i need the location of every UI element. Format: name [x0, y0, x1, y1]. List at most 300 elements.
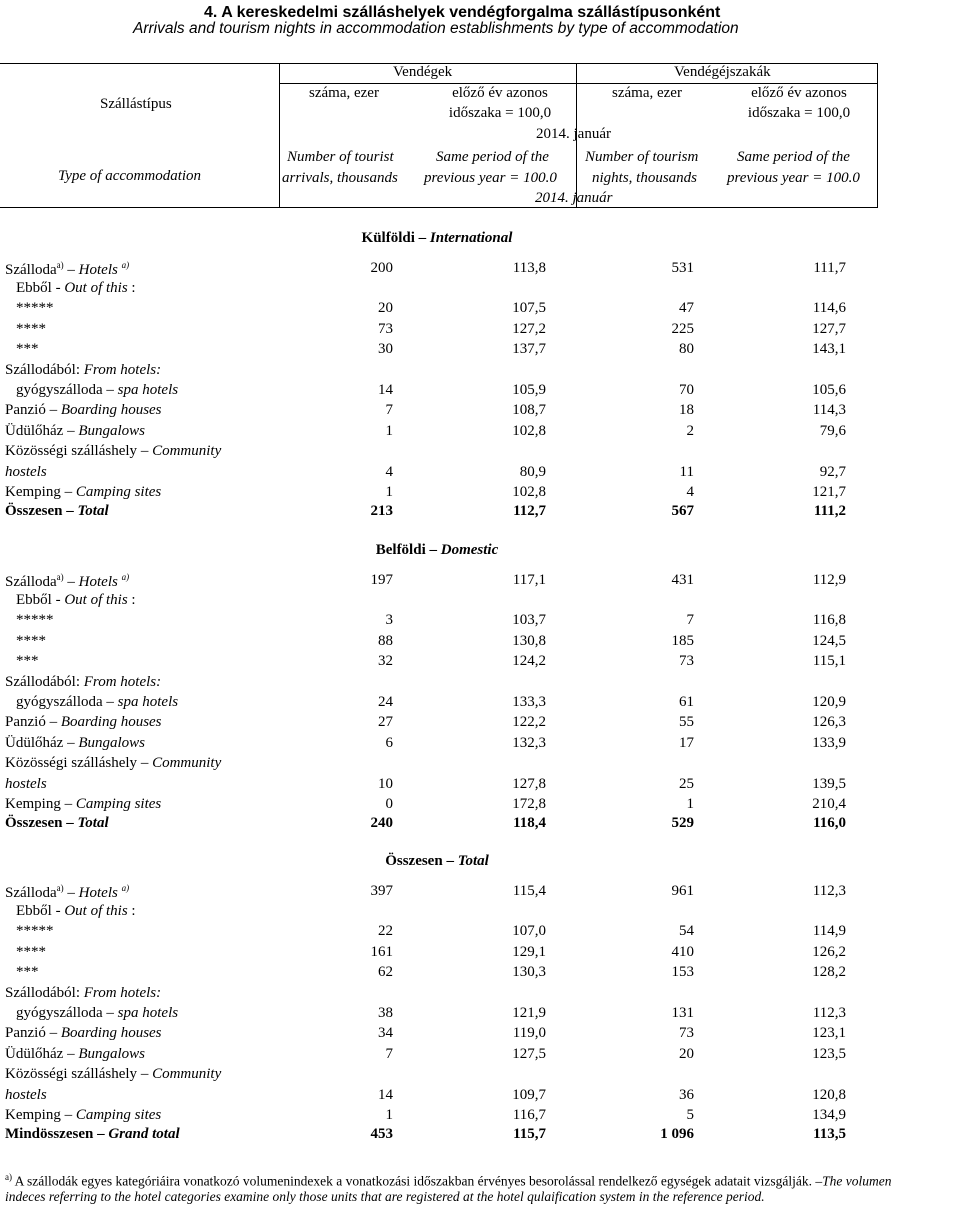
label-board-hu: Panzió — [5, 402, 46, 418]
label-star3: *** — [16, 653, 39, 669]
table-row — [0, 903, 960, 923]
header-col1-en-1: Number of tourist — [287, 149, 394, 165]
cell-value: 112,7 — [513, 503, 546, 519]
label-outof-hu: Ebből - — [16, 280, 65, 296]
row-label — [5, 464, 47, 481]
label-fromhotels-en: From hotels: — [83, 674, 162, 690]
cell-value: 10 — [378, 776, 393, 792]
label-outof-en: Out of this — [64, 903, 128, 919]
cell-value: 70 — [679, 382, 694, 398]
row-label — [5, 755, 221, 772]
cell-value: 185 — [671, 633, 694, 649]
cell-value: 108,7 — [512, 402, 546, 418]
label-fromhotels-en: From hotels: — [83, 985, 162, 1001]
cell-value: 55 — [679, 714, 694, 730]
row-label — [5, 1126, 180, 1143]
cell-value: 30 — [378, 341, 393, 357]
cell-value: 4 — [385, 464, 393, 480]
label-dash: – — [49, 714, 58, 730]
label-comm-en: Community — [152, 1066, 222, 1082]
header-col4-hu-2: időszaka = 100,0 — [747, 105, 851, 121]
cell-value: 124,2 — [512, 653, 546, 669]
cell-value: 22 — [378, 923, 393, 939]
cell-value: 127,7 — [812, 321, 846, 337]
cell-value: 121,7 — [812, 484, 846, 500]
label-hotels-en: Hotels — [78, 262, 118, 278]
label-star4: **** — [16, 944, 46, 960]
label-sup: a) — [121, 572, 130, 582]
row-label — [5, 1066, 221, 1083]
cell-value: 2 — [686, 423, 694, 439]
table-row — [0, 300, 960, 320]
cell-value: 1 — [385, 423, 393, 439]
cell-value: 213 — [370, 503, 393, 519]
cell-value: 1 — [385, 484, 393, 500]
label-dash: – — [106, 1005, 114, 1021]
label-sup: a) — [121, 260, 130, 270]
label-spa-hu: gyógyszálloda — [16, 382, 103, 398]
cell-value: 137,7 — [512, 341, 546, 357]
label-hotels-hu: Szálloda — [5, 262, 57, 278]
header-bottom-rule — [0, 207, 878, 208]
cell-value: 92,7 — [819, 464, 846, 480]
label-spa-en: spa hotels — [117, 382, 179, 398]
table-row — [0, 382, 960, 402]
table-row — [0, 1046, 960, 1066]
cell-value: 127,2 — [512, 321, 546, 337]
header-date-en: 2014. január — [535, 190, 613, 206]
cell-value: 113,5 — [813, 1126, 846, 1142]
table-row — [0, 362, 960, 382]
table-subtitle: Arrivals and tourism nights in accommodation establishments by type of accommodation — [133, 20, 739, 37]
label-star5: ***** — [16, 612, 54, 628]
cell-value: 118,4 — [513, 815, 546, 831]
label-camp-hu: Kemping — [5, 484, 61, 500]
label-sup: a) — [56, 883, 64, 893]
header-col2-hu-2: időszaka = 100,0 — [448, 105, 552, 121]
row-label — [16, 923, 54, 940]
label-dash: – — [67, 885, 75, 901]
cell-value: 14 — [378, 1087, 393, 1103]
section-heading-en: International — [429, 230, 513, 246]
cell-value: 25 — [679, 776, 694, 792]
row-label — [5, 1087, 47, 1104]
cell-value: 115,1 — [812, 653, 846, 669]
cell-value: 38 — [378, 1005, 393, 1021]
label-dash: – — [97, 1126, 105, 1142]
table-row — [0, 572, 960, 592]
cell-value: 126,2 — [812, 944, 846, 960]
row-label — [16, 964, 39, 981]
header-col2-en-2: previous year = 100.0 — [424, 170, 557, 186]
label-board-en: Boarding houses — [60, 402, 162, 418]
label-spa-hu: gyógyszálloda — [16, 694, 103, 710]
table-row — [0, 1025, 960, 1045]
table-row — [0, 503, 960, 523]
cell-value: 107,0 — [512, 923, 546, 939]
label-hotels-hu: Szálloda — [5, 885, 57, 901]
header-guests-rule — [279, 83, 877, 84]
row-label — [16, 1005, 178, 1022]
row-label — [5, 796, 161, 813]
header-col1-en-2: arrivals, thousands — [282, 170, 398, 186]
row-label — [16, 300, 54, 317]
cell-value: 17 — [679, 735, 694, 751]
label-dash: – — [140, 443, 149, 459]
row-label — [5, 260, 129, 279]
cell-value: 0 — [385, 796, 393, 812]
label-outof-hu: Ebből - — [16, 903, 65, 919]
header-nights: Vendégéjszakák — [674, 64, 771, 80]
cell-value: 132,3 — [512, 735, 546, 751]
cell-value: 127,8 — [512, 776, 546, 792]
label-board-hu: Panzió — [5, 1025, 46, 1041]
cell-value: 47 — [679, 300, 694, 316]
cell-value: 127,5 — [512, 1046, 546, 1062]
table-row — [0, 464, 960, 484]
header-col2-hu-1: előző év azonos — [452, 85, 548, 101]
row-label — [5, 1107, 161, 1124]
header-col4-hu-1: előző év azonos — [751, 85, 847, 101]
row-label — [5, 484, 161, 501]
row-label — [16, 592, 136, 609]
cell-value: 210,4 — [812, 796, 846, 812]
cell-value: 120,8 — [812, 1087, 846, 1103]
cell-value: 200 — [370, 260, 393, 276]
cell-value: 7 — [385, 1046, 393, 1062]
header-divider-left — [279, 63, 280, 207]
table-row — [0, 1107, 960, 1127]
row-label — [5, 402, 162, 419]
row-label — [5, 776, 47, 793]
cell-value: 24 — [378, 694, 393, 710]
row-label — [16, 382, 178, 399]
table-row — [0, 612, 960, 632]
header-col1-hu: száma, ezer — [309, 85, 379, 101]
cell-value: 153 — [671, 964, 694, 980]
header-col3-hu: száma, ezer — [612, 85, 682, 101]
table-row — [0, 815, 960, 835]
label-outof-en: Out of this — [64, 280, 128, 296]
table-row — [0, 755, 960, 775]
cell-value: 107,5 — [512, 300, 546, 316]
row-label — [5, 735, 145, 752]
row-label — [16, 653, 39, 670]
label-total-en: Grand total — [108, 1126, 180, 1142]
section-heading — [0, 230, 960, 247]
header-type-en: Type of accommodation — [58, 168, 202, 184]
row-label — [16, 633, 46, 650]
cell-value: 18 — [679, 402, 694, 418]
section-heading-hu: Belföldi — [375, 542, 426, 558]
label-comm-en: Community — [152, 755, 222, 771]
label-total-hu: Összesen — [5, 815, 63, 831]
cell-value: 102,8 — [512, 484, 546, 500]
table-row — [0, 1005, 960, 1025]
label-dash: – — [66, 815, 74, 831]
cell-value: 115,7 — [513, 1126, 546, 1142]
table-row — [0, 776, 960, 796]
cell-value: 1 096 — [660, 1126, 694, 1142]
label-fromhotels-hu: Szállodából: — [5, 985, 84, 1001]
table-row — [0, 694, 960, 714]
label-total-hu: Összesen — [5, 503, 63, 519]
label-dash: – — [106, 694, 114, 710]
cell-value: 80,9 — [519, 464, 546, 480]
label-comm-en: Community — [152, 443, 222, 459]
label-dash: – — [67, 423, 75, 439]
cell-value: 105,6 — [812, 382, 846, 398]
row-label — [5, 674, 161, 691]
cell-value: 410 — [671, 944, 694, 960]
cell-value: 111,2 — [813, 503, 846, 519]
header-col4-en-1: Same period of the — [737, 149, 850, 165]
label-dash: – — [64, 484, 73, 500]
cell-value: 397 — [370, 883, 393, 899]
row-label — [16, 944, 46, 961]
row-label — [5, 883, 129, 902]
cell-value: 88 — [378, 633, 393, 649]
cell-value: 105,9 — [512, 382, 546, 398]
label-dash: – — [140, 1066, 149, 1082]
header-col3-en-1: Number of tourism — [585, 149, 699, 165]
cell-value: 123,5 — [812, 1046, 846, 1062]
label-outof-en: Out of this — [64, 592, 128, 608]
table-row — [0, 944, 960, 964]
cell-value: 3 — [385, 612, 393, 628]
label-total-en: Total — [77, 815, 109, 831]
cell-value: 128,2 — [812, 964, 846, 980]
table-row — [0, 1087, 960, 1107]
cell-value: 112,3 — [812, 1005, 846, 1021]
row-label — [16, 694, 178, 711]
cell-value: 531 — [671, 260, 694, 276]
cell-value: 27 — [378, 714, 393, 730]
label-dash: – — [106, 382, 114, 398]
label-fromhotels-hu: Szállodából: — [5, 674, 84, 690]
table-row — [0, 735, 960, 755]
section-heading — [0, 542, 960, 559]
label-hotels-hu: Szálloda — [5, 574, 57, 590]
cell-value: 114,3 — [812, 402, 846, 418]
table-row — [0, 280, 960, 300]
label-spa-hu: gyógyszálloda — [16, 1005, 103, 1021]
row-label — [16, 903, 136, 920]
label-colon: : — [127, 280, 136, 296]
label-bung-hu: Üdülőház — [5, 423, 64, 439]
section-heading-dash: – — [418, 230, 427, 246]
label-dash: – — [67, 1046, 75, 1062]
cell-value: 529 — [671, 815, 694, 831]
label-camp-hu: Kemping — [5, 796, 61, 812]
cell-value: 61 — [679, 694, 694, 710]
row-label — [5, 714, 162, 731]
label-star4: **** — [16, 321, 46, 337]
cell-value: 161 — [370, 944, 393, 960]
header-col2-en-1: Same period of the — [436, 149, 549, 165]
cell-value: 116,0 — [813, 815, 846, 831]
label-fromhotels-hu: Szállodából: — [5, 362, 84, 378]
cell-value: 131 — [671, 1005, 694, 1021]
cell-value: 54 — [679, 923, 694, 939]
table-title: 4. A kereskedelmi szálláshelyek vendégforgalma szállástípusonként — [204, 4, 721, 21]
cell-value: 126,3 — [812, 714, 846, 730]
cell-value: 20 — [378, 300, 393, 316]
header-col3-en-2: nights, thousands — [592, 170, 698, 186]
cell-value: 79,6 — [819, 423, 846, 439]
label-hotels-en: Hotels — [78, 574, 118, 590]
cell-value: 172,8 — [512, 796, 546, 812]
cell-value: 14 — [378, 382, 393, 398]
label-fromhotels-en: From hotels: — [83, 362, 162, 378]
header-type-hu: Szállástípus — [100, 96, 172, 112]
table-row — [0, 423, 960, 443]
cell-value: 130,8 — [512, 633, 546, 649]
label-board-hu: Panzió — [5, 714, 46, 730]
cell-value: 73 — [378, 321, 393, 337]
label-bung-hu: Üdülőház — [5, 1046, 64, 1062]
cell-value: 1 — [686, 796, 694, 812]
cell-value: 134,9 — [812, 1107, 846, 1123]
cell-value: 115,4 — [512, 883, 546, 899]
table-row — [0, 964, 960, 984]
label-spa-en: spa hotels — [117, 694, 179, 710]
row-label — [5, 1025, 162, 1042]
table-row — [0, 883, 960, 903]
table-row — [0, 260, 960, 280]
cell-value: 103,7 — [512, 612, 546, 628]
table-row — [0, 674, 960, 694]
cell-value: 567 — [671, 503, 694, 519]
label-sup: a) — [56, 572, 64, 582]
cell-value: 112,3 — [812, 883, 846, 899]
cell-value: 111,7 — [813, 260, 846, 276]
cell-value: 109,7 — [512, 1087, 546, 1103]
cell-value: 7 — [385, 402, 393, 418]
label-dash: – — [64, 1107, 73, 1123]
label-dash: – — [67, 574, 75, 590]
label-outof-hu: Ebből - — [16, 592, 65, 608]
row-label — [5, 1046, 145, 1063]
table-row — [0, 923, 960, 943]
label-camp-en: Camping sites — [75, 1107, 162, 1123]
label-total-hu: Mindösszesen — [5, 1126, 94, 1142]
label-star3: *** — [16, 341, 39, 357]
cell-value: 5 — [686, 1107, 694, 1123]
label-dash: – — [49, 402, 58, 418]
label-comm-en2: hostels — [5, 464, 47, 480]
cell-value: 1 — [385, 1107, 393, 1123]
section-heading-en: Domestic — [440, 542, 499, 558]
label-star5: ***** — [16, 300, 54, 316]
label-bung-hu: Üdülőház — [5, 735, 64, 751]
row-label — [16, 280, 136, 297]
cell-value: 120,9 — [812, 694, 846, 710]
header-guests: Vendégek — [393, 64, 453, 80]
label-camp-en: Camping sites — [75, 484, 162, 500]
label-dash: – — [67, 735, 75, 751]
cell-value: 143,1 — [812, 341, 846, 357]
label-dash: – — [66, 503, 74, 519]
row-label — [16, 321, 46, 338]
cell-value: 112,9 — [812, 572, 846, 588]
section-heading-dash: – — [429, 542, 437, 558]
table-row — [0, 592, 960, 612]
label-colon: : — [127, 903, 136, 919]
section-heading-hu: Összesen — [385, 853, 443, 869]
cell-value: 73 — [679, 1025, 694, 1041]
cell-value: 116,8 — [812, 612, 846, 628]
label-star3: *** — [16, 964, 39, 980]
label-hotels-en: Hotels — [78, 885, 118, 901]
label-board-en: Boarding houses — [60, 714, 162, 730]
cell-value: 961 — [671, 883, 694, 899]
row-label — [5, 985, 161, 1002]
label-board-en: Boarding houses — [60, 1025, 162, 1041]
cell-value: 117,1 — [512, 572, 546, 588]
label-dash: – — [49, 1025, 58, 1041]
label-sup: a) — [56, 260, 64, 270]
table-row — [0, 1126, 960, 1146]
cell-value: 129,1 — [512, 944, 546, 960]
label-dash: – — [67, 262, 75, 278]
cell-value: 431 — [671, 572, 694, 588]
cell-value: 32 — [378, 653, 393, 669]
cell-value: 133,3 — [512, 694, 546, 710]
cell-value: 119,0 — [512, 1025, 546, 1041]
header-date-hu: 2014. január — [536, 126, 611, 142]
label-comm-en2: hostels — [5, 1087, 47, 1103]
row-label — [16, 341, 39, 358]
section-heading-hu: Külföldi — [361, 230, 415, 246]
label-comm-en2: hostels — [5, 776, 47, 792]
label-star5: ***** — [16, 923, 54, 939]
table-row — [0, 1066, 960, 1086]
cell-value: 124,5 — [812, 633, 846, 649]
cell-value: 197 — [370, 572, 393, 588]
cell-value: 114,6 — [812, 300, 846, 316]
cell-value: 6 — [385, 735, 393, 751]
label-dash: – — [64, 796, 73, 812]
cell-value: 102,8 — [512, 423, 546, 439]
label-spa-en: spa hotels — [117, 1005, 179, 1021]
cell-value: 453 — [370, 1126, 393, 1142]
section-heading-en: Total — [457, 853, 489, 869]
label-bung-en: Bungalows — [78, 423, 146, 439]
cell-value: 20 — [679, 1046, 694, 1062]
row-label — [5, 443, 221, 460]
label-dash: – — [140, 755, 149, 771]
cell-value: 121,9 — [512, 1005, 546, 1021]
row-label — [5, 503, 109, 520]
cell-value: 123,1 — [812, 1025, 846, 1041]
cell-value: 73 — [679, 653, 694, 669]
label-camp-hu: Kemping — [5, 1107, 61, 1123]
cell-value: 113,8 — [512, 260, 546, 276]
cell-value: 114,9 — [812, 923, 846, 939]
table-row — [0, 633, 960, 653]
table-row — [0, 653, 960, 673]
label-comm-hu: Közösségi szálláshely — [5, 1066, 138, 1082]
cell-value: 62 — [378, 964, 393, 980]
table-row — [0, 443, 960, 463]
label-total-en: Total — [77, 503, 109, 519]
label-bung-en: Bungalows — [78, 1046, 146, 1062]
row-label — [5, 815, 109, 832]
row-label — [5, 423, 145, 440]
section-heading-dash: – — [446, 853, 454, 869]
cell-value: 34 — [378, 1025, 393, 1041]
